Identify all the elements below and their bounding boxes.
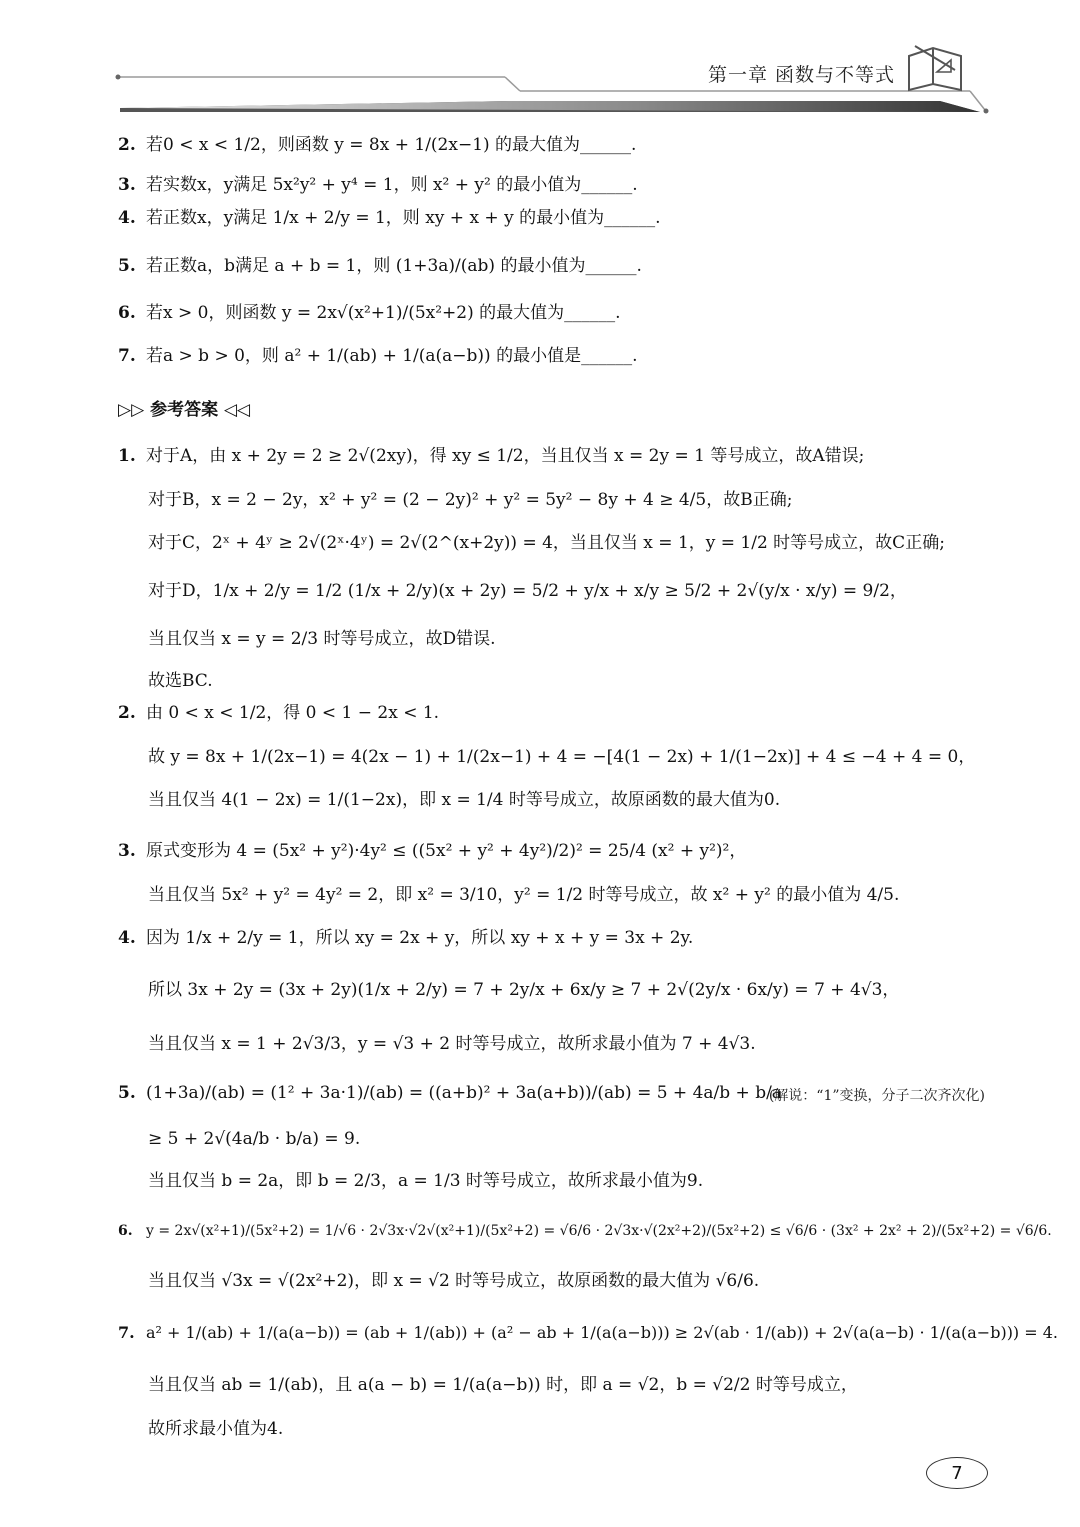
- answer-1-line-5: 当且仅当 x = y = 2/3 时等号成立，故D错误.: [148, 629, 496, 649]
- answer-5-note: (解说：“1”变换，分子二次齐次化): [768, 1088, 985, 1104]
- question-6: 6. 若x > 0，则函数 y = 2x√(x²+1)/(5x²+2) 的最大值为______.: [118, 303, 621, 323]
- answers-heading: ▷▷ 参考答案 ◁◁: [118, 400, 251, 420]
- answer-1-line-1: 1. 对于A，由 x + 2y = 2 ≥ 2√(2xy)，得 xy ≤ 1/2，当且仅当 x = 2y = 1 等号成立，故A错误;: [118, 446, 865, 466]
- answer-2-line-1: 2. 由 0 < x < 1/2，得 0 < 1 − 2x < 1.: [118, 703, 440, 723]
- answer-3-line-1: 3. 原式变形为 4 = (5x² + y²)·4y² ≤ ((5x² + y² + 4y²)/2)² = 25/4 (x² + y²)²，: [118, 841, 747, 861]
- answer-3-line-2: 当且仅当 5x² + y² = 4y² = 2，即 x² = 3/10，y² = 1/2 时等号成立，故 x² + y² 的最小值为 4/5.: [148, 885, 900, 905]
- chapter-title: 第一章 函数与不等式: [707, 64, 895, 86]
- answer-2-line-3: 当且仅当 4(1 − 2x) = 1/(1−2x)，即 x = 1/4 时等号成立，故原函数的最大值为0.: [148, 790, 781, 810]
- answer-1-line-2: 对于B，x = 2 − 2y，x² + y² = (2 − 2y)² + y² = 5y² − 8y + 4 ≥ 4/5，故B正确;: [148, 490, 793, 510]
- answer-1-line-4: 对于D，1/x + 2/y = 1/2 (1/x + 2/y)(x + 2y) = 5/2 + y/x + x/y ≥ 5/2 + 2√(y/x · x/y) = 9/2，: [148, 581, 907, 601]
- question-5: 5. 若正数a，b满足 a + b = 1，则 (1+3a)/(ab) 的最小值为______.: [118, 256, 642, 276]
- answer-1-line-6: 故选BC.: [148, 671, 213, 691]
- question-3: 3. 若实数x，y满足 5x²y² + y⁴ = 1，则 x² + y² 的最小值为______.: [118, 175, 638, 195]
- answer-7-line-1: 7. a² + 1/(ab) + 1/(a(a−b)) = (ab + 1/(ab)) + (a² − ab + 1/(a(a−b))) ≥ 2√(ab · 1/(ab)) + 2√(a(a−b) · 1/(a(a−b))) = 4.: [118, 1323, 1059, 1342]
- question-4: 4. 若正数x，y满足 1/x + 2/y = 1，则 xy + x + y 的最小值为______.: [118, 208, 661, 228]
- answer-4-line-1: 4. 因为 1/x + 2/y = 1，所以 xy = 2x + y，所以 xy + x + y = 3x + 2y.: [118, 928, 694, 948]
- page-number: 7: [926, 1457, 988, 1489]
- answer-7-line-2: 当且仅当 ab = 1/(ab)，且 a(a − b) = 1/(a(a−b)) 时，即 a = √2，b = √2/2 时等号成立，: [148, 1375, 858, 1395]
- answer-1-line-3: 对于C，2ˣ + 4ʸ ≥ 2√(2ˣ·4ʸ) = 2√(2^(x+2y)) = 4，当且仅当 x = 1，y = 1/2 时等号成立，故C正确;: [148, 533, 945, 553]
- answer-5-line-1: 5. (1+3a)/(ab) = (1² + 3a·1)/(ab) = ((a+b)² + 3a(a+b))/(ab) = 5 + 4a/b + b/a: [118, 1083, 782, 1103]
- answer-5-line-3: 当且仅当 b = 2a，即 b = 2/3，a = 1/3 时等号成立，故所求最小值为9.: [148, 1171, 704, 1191]
- question-7: 7. 若a > b > 0，则 a² + 1/(ab) + 1/(a(a−b)) 的最小值是______.: [118, 346, 638, 366]
- answer-2-line-2: 故 y = 8x + 1/(2x−1) = 4(2x − 1) + 1/(2x−1) + 4 = −[4(1 − 2x) + 1/(1−2x)] + 4 ≤ −4 + 4 = 0，: [148, 747, 976, 767]
- question-2: 2. 若0 < x < 1/2，则函数 y = 8x + 1/(2x−1) 的最大值为______.: [118, 135, 637, 155]
- book-icon: [905, 40, 965, 96]
- answer-6-line-1: 6. y = 2x√(x²+1)/(5x²+2) = 1/√6 · 2√3x·√2√(x²+1)/(5x²+2) = √6/6 · 2√3x·√(2x²+2)/(5x²+2) ≤ √6/6 · (3x² + 2x² + 2)/(5x²+2) = √6/6.: [118, 1223, 1052, 1239]
- answer-7-line-3: 故所求最小值为4.: [148, 1419, 284, 1439]
- answer-6-line-2: 当且仅当 √3x = √(2x²+2)，即 x = √2 时等号成立，故原函数的最大值为 √6/6.: [148, 1271, 760, 1291]
- answer-4-line-3: 当且仅当 x = 1 + 2√3/3，y = √3 + 2 时等号成立，故所求最小值为 7 + 4√3.: [148, 1034, 756, 1054]
- answer-5-line-2: ≥ 5 + 2√(4a/b · b/a) = 9.: [148, 1129, 361, 1149]
- answer-4-line-2: 所以 3x + 2y = (3x + 2y)(1/x + 2/y) = 7 + 2y/x + 6x/y ≥ 7 + 2√(2y/x · 6x/y) = 7 + 4√3，: [148, 980, 900, 1000]
